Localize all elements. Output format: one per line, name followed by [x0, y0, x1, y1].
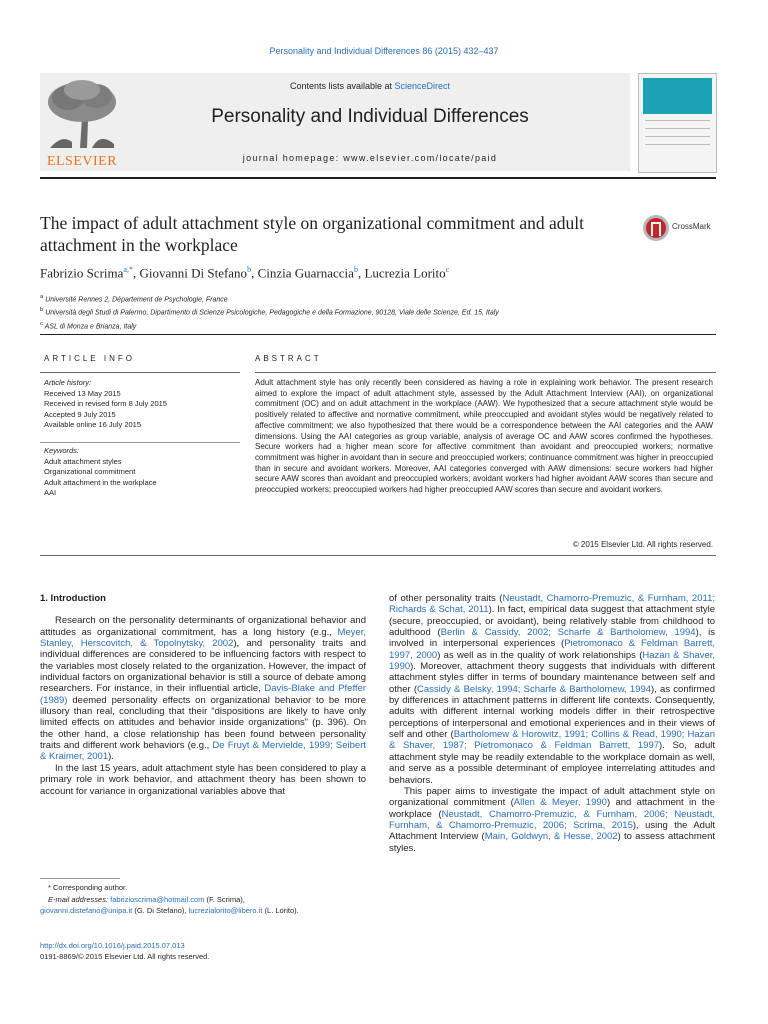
- journal-homepage[interactable]: journal homepage: www.elsevier.com/locate/paid: [242, 153, 498, 163]
- body-text: ). Moreover, attachment theory suggests that individuals with different attachment styles differ in terms of boundary maintenance between self and other (: [389, 661, 715, 695]
- keyword-item: Organizational commitment: [44, 467, 136, 476]
- author-name[interactable]: Cinzia Guarnaccia: [257, 265, 354, 281]
- body-paragraph: [389, 786, 715, 854]
- journal-citation-link[interactable]: Personality and Individual Differences 86 (2015) 432–437: [269, 46, 499, 56]
- body-text: ) to assess attachment styles.: [389, 831, 715, 854]
- author-name[interactable]: Fabrizio Scrima: [40, 265, 124, 281]
- article-history: [44, 378, 240, 431]
- section-heading: 1. Introduction: [40, 593, 106, 604]
- email-owner: (F. Scrima),: [204, 894, 245, 904]
- citation-link[interactable]: Cassidy & Belsky, 1994; Scharfe & Bartholomew, 1994: [417, 683, 652, 695]
- body-text: ), and personality traits and individual differences are considered to be influencing factors with respect to the variables most closely related to the organization. However, the impact of individual factors on organizational behavior is still a source of debate among researchers. For instance, in their influential article,: [40, 638, 366, 695]
- journal-cover-thumbnail[interactable]: [638, 73, 717, 173]
- abstract-copyright: © 2015 Elsevier Ltd. All rights reserved.: [572, 540, 713, 549]
- affiliation-item: $^b$ Università degli Studi di Palermo, Dipartimento di Scienze Psicologiche, Pedagogiche e della Formazione, 90128, Viale delle Scienze, Ed. 15, Italy: [40, 307, 499, 317]
- footnote: [40, 882, 366, 917]
- email-label: E-mail addresses:: [48, 894, 111, 904]
- citation-link[interactable]: Pietromonaco & Feldman Barrett, 1997, 2000: [389, 638, 715, 661]
- affiliation-item: $^c$ ASL di Monza e Brianza, Italy: [40, 320, 137, 330]
- citation-link[interactable]: Main, Goldwyn, & Hesse, 2002: [484, 831, 618, 843]
- body-text: ). In fact, empirical data suggest that attachment style (secure, preoccupied, or avoidant), being relatively stable from childhood to adulthood (: [389, 604, 715, 639]
- affiliation-marker[interactable]: b: [247, 265, 252, 274]
- author-name[interactable]: Lucrezia Lorito: [364, 265, 446, 281]
- citation-link[interactable]: Meyer, Stanley, Herscovitch, & Topolnytsky, 2002: [40, 626, 366, 650]
- article-info-heading: ARTICLE INFO: [44, 354, 135, 363]
- crossmark-badge[interactable]: [642, 212, 718, 246]
- affiliation-marker[interactable]: c: [445, 265, 450, 274]
- body-paragraph: [40, 763, 366, 797]
- email-owner: (L. Lorito).: [262, 906, 299, 915]
- body-text: ) as well as in the quality of work relationships (: [437, 649, 643, 661]
- affiliations: [40, 292, 716, 332]
- citation-link[interactable]: Bartholomew & Horowitz, 1991; Collins & Read, 1990; Hazan & Shaver, 1987; Pietromonaco & Feldman Barrett, 1997: [389, 729, 715, 752]
- body-paragraph: [40, 615, 366, 762]
- keywords-label: Keywords:: [44, 446, 80, 455]
- body-column-right: [389, 593, 715, 854]
- divider: [255, 372, 716, 373]
- keyword-item: AAI: [44, 488, 57, 497]
- footnote-rule: [40, 878, 120, 879]
- article-title: The impact of adult attachment style on organizational commitment and adult attachment in the workplace: [40, 213, 584, 255]
- citation-link[interactable]: Neustadt, Chamorro-Premuzic, & Furnham, 2006; Neustadt, Furnham, & Chamorro-Premuzic, 2006; Scrima, 2015: [389, 808, 715, 831]
- history-item: Available online 16 July 2015: [44, 420, 142, 429]
- body-text: ) and attachment in the workplace (: [389, 797, 715, 820]
- citation-link[interactable]: Neustadt, Chamorro-Premuzic, & Furnham, 2011; Richards & Schat, 2011: [389, 593, 715, 616]
- abstract-heading: ABSTRACT: [255, 354, 322, 363]
- history-item: Accepted 9 July 2015: [44, 409, 116, 419]
- email-link[interactable]: fabrizioscrima@hotmail.com: [110, 894, 205, 904]
- body-column-left: [40, 593, 366, 797]
- body-text: ). So, adult attachment style may be readily extendable to the workplace domain as well, and serve as a possible determinant of employee interrelating attitudes and behaviors.: [389, 740, 715, 786]
- body-text: In the last 15 years, adult attachment style has been considered to play a primary role in work behavior, and attachment theory has been shown to account for variance in organizational variables above that: [40, 762, 366, 797]
- divider: [40, 372, 240, 373]
- keywords: [44, 446, 240, 499]
- crossmark-label: CrossMark: [672, 222, 711, 231]
- body-text: ).: [108, 751, 114, 763]
- body-text: ), is involved in interpersonal experiences (: [389, 627, 715, 650]
- body-text: of other personality traits (: [389, 593, 503, 604]
- doi-block: [40, 940, 366, 962]
- affiliation-marker[interactable]: a,*: [123, 265, 133, 274]
- header-rule: [40, 177, 716, 179]
- corresponding-author-note: * Corresponding author.: [48, 883, 128, 892]
- keyword-item: Adult attachment styles: [44, 456, 122, 466]
- journal-name: Personality and Individual Differences: [211, 106, 529, 127]
- email-link[interactable]: lucrezialorito@libero.it: [188, 906, 263, 915]
- body-text: deemed personality effects on organizational behavior to be more illusory than real, concluding that their “dispositions are likely to have only limited effects on attitudes and behavior inside organizations” (p. 396). On the other hand, a close relationship has been found between personality traits and different work behaviors (e.g.,: [40, 694, 366, 752]
- contents-line: [140, 81, 600, 91]
- citation-link[interactable]: De Fruyt & Mervielde, 1999; Seibert & Kraimer, 2001: [40, 740, 367, 763]
- abstract-text: Adult attachment style has only recently been considered as having a role in explaining work behavior. The present research aimed to explore the impact of adult attachment style, assessed by the Adult Attachment Interview (AAI), on organizational commitment (OC) and on adult attachment in the workplace (AAW). We hypothesized that a secure attachment style would be positively related to affective and normative commitment, while preoccupied and avoidant styles would be negatively related to affective commitment; we also hypothesized that there would be a correspondence between the AAI categories and the AAW dimensions. Using the AAI categories as group variable, analysis of average OC and AAW scores confirmed the hypotheses. Secure workers had a higher mean score for affective commitment than avoidant and preoccupied workers; normative commitment was higher in avoidant than in secure and preoccupied workers; continuance commitment was higher in preoccupied than in secure and avoidant workers. Moreover, AAI categories converged with AAW dimensions: secure workers had higher secure AAW scores than avoidant and preoccupied workers; avoidant workers had higher avoidant AAW scores than secure and preoccupied workers; preoccupied workers had higher preoccupied AAW scores than secure and avoidant workers.: [255, 378, 714, 495]
- body-text: ), as confirmed by differences in attachment patterns in different life contexts. Consequently, adults with different internal working models differ in their retrospective perceptions of interpersonal and emotional experiences and in their views of self and other (: [389, 683, 716, 741]
- keyword-item: Adult attachment in the workplace: [44, 477, 157, 487]
- body-text: ), using the Adult Attachment Interview (: [389, 819, 715, 843]
- history-item: Received 13 May 2015: [44, 388, 121, 398]
- citation-link[interactable]: Davis-Blake and Pfeffer (1989): [40, 683, 366, 706]
- email-link[interactable]: giovanni.distefano@unipa.it: [40, 906, 133, 915]
- doi-link[interactable]: http://dx.doi.org/10.1016/j.paid.2015.07.013: [40, 941, 185, 950]
- body-text: This paper aims to investigate the impact of adult attachment style on organizational commitment (: [389, 785, 715, 809]
- author-list: Fabrizio Scrima$^{a,*}$, Giovanni Di Stefano$^b$, Cinzia Guarnaccia$^b$, Lucrezia Lorito$^c$: [40, 265, 450, 281]
- divider: [40, 555, 716, 556]
- citation-link[interactable]: Hazan & Shaver, 1990: [389, 649, 716, 673]
- divider: [40, 442, 240, 443]
- body-text: Research on the personality determinants of organizational behavior and attitudes as organizational commitment, has a long history (e.g.,: [40, 615, 366, 638]
- body-paragraph: [389, 593, 715, 786]
- elsevier-wordmark: ELSEVIER: [46, 154, 118, 169]
- citation-link[interactable]: Allen & Meyer, 1990: [513, 797, 607, 809]
- history-label: Article history:: [44, 378, 92, 387]
- affiliation-marker[interactable]: b: [353, 265, 358, 274]
- affiliation-item: $^a$ Université Rennes 2, Département de Psychologie, France: [40, 294, 228, 304]
- sciencedirect-link[interactable]: ScienceDirect: [394, 81, 451, 91]
- history-item: Received in revised form 8 July 2015: [44, 399, 167, 408]
- elsevier-logo: [42, 78, 122, 170]
- contents-prefix: Contents lists available at: [289, 81, 395, 91]
- author-name[interactable]: Giovanni Di Stefano: [139, 265, 248, 281]
- article-info-rule: [40, 334, 716, 335]
- issn-line: 0191-8869/© 2015 Elsevier Ltd. All rights reserved.: [40, 952, 210, 961]
- email-owner: (G. Di Stefano),: [132, 906, 189, 915]
- citation-link[interactable]: Berlin & Cassidy, 2002; Scharfe & Bartholomew, 1994: [440, 627, 696, 639]
- elsevier-tree-icon: [42, 78, 122, 150]
